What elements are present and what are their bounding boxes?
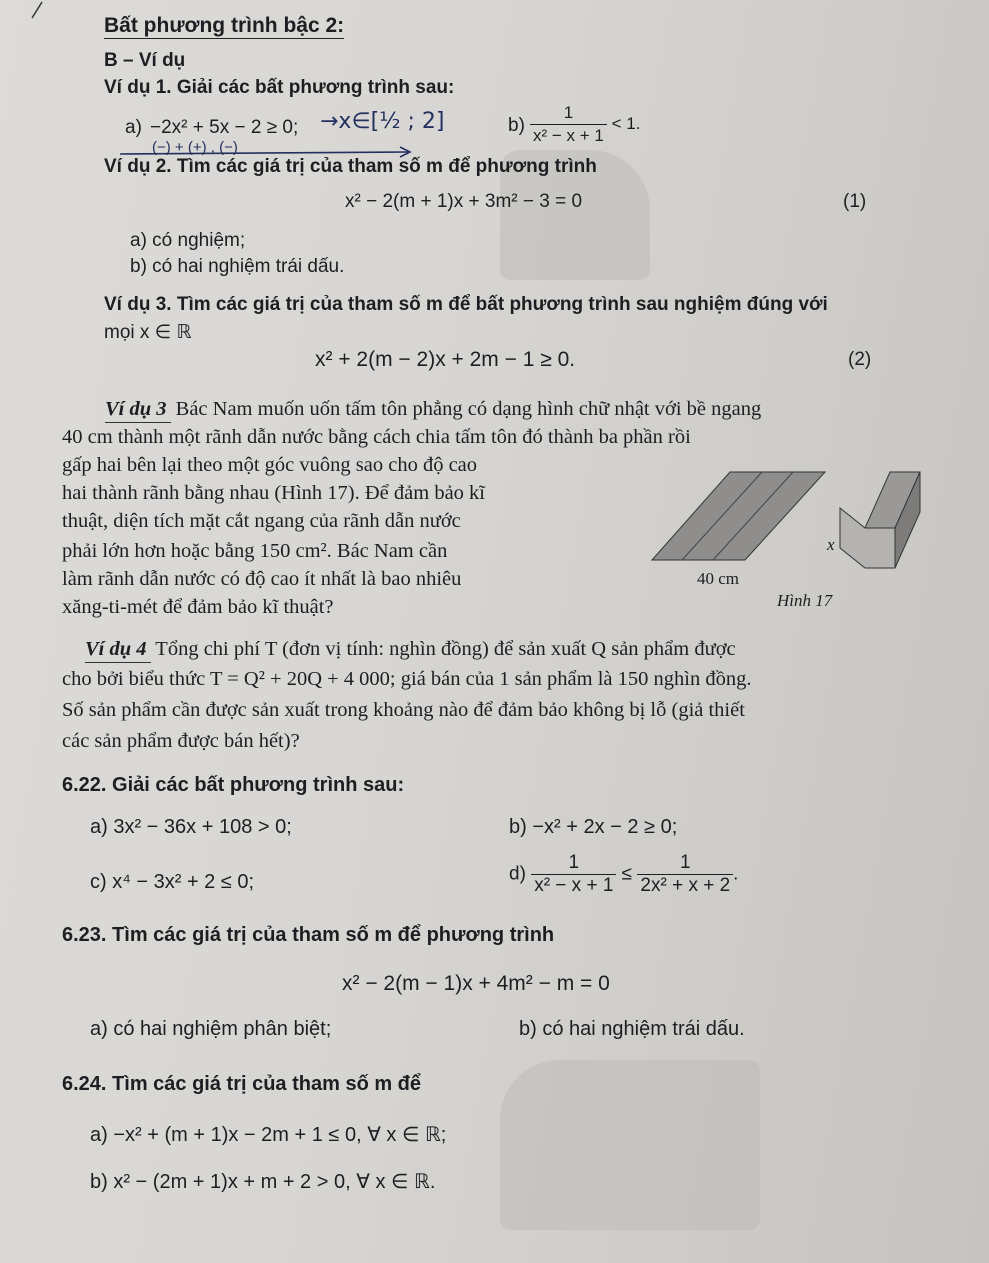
ex623-a: a) có hai nghiệm phân biệt; bbox=[90, 1018, 332, 1040]
ex623-equation: x² − 2(m − 1)x + 4m² − m = 0 bbox=[342, 972, 610, 995]
ex622-b: b) −x² + 2x − 2 ≥ 0; bbox=[509, 816, 678, 838]
vd3b-line-6: phải lớn hơn hoặc bằng 150 cm². Bác Nam cần bbox=[62, 540, 448, 562]
vd1-a-label: a) bbox=[125, 117, 142, 138]
vd3b-text: Bác Nam muốn uốn tấm tôn phẳng có dạng hình chữ nhật với bề ngang bbox=[175, 398, 762, 420]
ex622-d-fraction-left bbox=[531, 852, 616, 897]
vd1-a-expression: −2x² + 5x − 2 ≥ 0; bbox=[150, 117, 299, 138]
section-title: B – Ví dụ bbox=[104, 50, 186, 71]
vd2-equation: x² − 2(m + 1)x + 3m² − 3 = 0 bbox=[345, 191, 583, 212]
fraction-numerator: 1 bbox=[530, 102, 607, 125]
vd4-tag: Ví dụ 4 bbox=[85, 636, 151, 663]
ex622-c: c) x⁴ − 3x² + 2 ≤ 0; bbox=[90, 871, 255, 893]
figure-17-flat-sheet bbox=[650, 468, 830, 568]
vd1-b-label: b) bbox=[508, 115, 525, 136]
ex622-a: a) 3x² − 36x + 108 > 0; bbox=[90, 816, 292, 838]
ex622-title: 6.22. Giải các bất phương trình sau: bbox=[62, 774, 405, 796]
ex622-d-fraction-right bbox=[637, 852, 733, 897]
vd3b-line-1 bbox=[105, 396, 761, 423]
ex622-d-operator: ≤ bbox=[621, 863, 633, 885]
fraction-denominator: x² − x + 1 bbox=[534, 875, 614, 896]
vd2-part-b: b) có hai nghiệm trái dấu. bbox=[130, 256, 345, 277]
vd2-part-a: a) có nghiệm; bbox=[130, 230, 246, 251]
vd4-line-1 bbox=[85, 636, 736, 663]
fraction-numerator: 1 bbox=[637, 852, 733, 875]
fraction-denominator: x² − x + 1 bbox=[533, 126, 604, 145]
vd4-line-3: Số sản phẩm cần được sản xuất trong khoảng nào để đảm bảo không bị lỗ (giả thiết bbox=[62, 699, 745, 721]
ex623-b: b) có hai nghiệm trái dấu. bbox=[519, 1018, 745, 1040]
vd3b-line-2: 40 cm thành một rãnh dẫn nước bằng cách chia tấm tôn đó thành ba phần rồi bbox=[62, 426, 691, 448]
vd3-equation-number: (2) bbox=[848, 349, 872, 370]
figure-17-width-label: 40 cm bbox=[697, 569, 740, 588]
vd2-equation-number: (1) bbox=[843, 191, 867, 212]
fraction-numerator: 1 bbox=[531, 852, 616, 875]
vd3-equation: x² + 2(m − 2)x + 2m − 1 ≥ 0. bbox=[315, 348, 576, 371]
vd3b-line-4: hai thành rãnh bằng nhau (Hình 17). Để đảm bảo kĩ bbox=[62, 482, 485, 504]
ex622-d bbox=[509, 852, 738, 897]
vd3b-line-3: gấp hai bên lại theo một góc vuông sao cho độ cao bbox=[62, 454, 478, 476]
pen-stroke-decoration bbox=[30, 0, 50, 20]
vd1-title: Ví dụ 1. Giải các bất phương trình sau: bbox=[104, 77, 455, 98]
vd3b-line-7: làm rãnh dẫn nước có độ cao ít nhất là bao nhiêu bbox=[62, 568, 462, 590]
vd3b-tag: Ví dụ 3 bbox=[105, 396, 171, 423]
vd2-title: Ví dụ 2. Tìm các giá trị của tham số m để phương trình bbox=[104, 156, 597, 177]
ex623-title: 6.23. Tìm các giá trị của tham số m để phương trình bbox=[62, 924, 555, 946]
ex622-d-end: . bbox=[733, 863, 739, 885]
vd3b-line-8: xăng-ti-mét để đảm bảo kĩ thuật? bbox=[62, 596, 334, 618]
ex624-a: a) −x² + (m + 1)x − 2m + 1 ≤ 0, ∀ x ∈ ℝ; bbox=[90, 1124, 447, 1146]
vd1-b-rest: < 1. bbox=[611, 113, 641, 133]
vd3-line-1: Ví dụ 3. Tìm các giá trị của tham số m để bất phương trình sau nghiệm đúng với bbox=[104, 294, 828, 315]
vd3-line-2: mọi x ∈ ℝ bbox=[104, 322, 192, 343]
vd3b-line-5: thuật, diện tích mặt cắt ngang của rãnh dẫn nước bbox=[62, 510, 461, 532]
vd4-text: Tổng chi phí T (đơn vị tính: nghìn đồng) để sản xuất Q sản phẩm được bbox=[155, 638, 736, 660]
figure-17-x-label: x bbox=[827, 535, 835, 554]
vd1-b-fraction-wrap bbox=[530, 102, 640, 147]
ex622-d-label: d) bbox=[509, 863, 526, 885]
vd1-b-fraction bbox=[530, 102, 607, 147]
ex624-b: b) x² − (2m + 1)x + m + 2 > 0, ∀ x ∈ ℝ. bbox=[90, 1171, 436, 1193]
vd4-line-4: các sản phẩm được bán hết)? bbox=[62, 730, 300, 752]
ex624-title: 6.24. Tìm các giá trị của tham số m để bbox=[62, 1073, 422, 1095]
vd1-a-handwritten-signs: (−) + (+) , (−) bbox=[152, 139, 238, 156]
vd4-line-2: cho bởi biểu thức T = Q² + 20Q + 4 000; giá bán của 1 sản phẩm là 150 nghìn đồng. bbox=[62, 668, 752, 690]
page-title: Bất phương trình bậc 2: bbox=[104, 14, 345, 37]
watermark-shape bbox=[500, 1060, 760, 1230]
vd1-a-handwritten-note: →x∈[½ ; 2] bbox=[320, 109, 445, 134]
figure-17-caption: Hình 17 bbox=[777, 591, 833, 610]
fraction-denominator: 2x² + x + 2 bbox=[640, 875, 731, 896]
figure-17-folded-channel bbox=[835, 468, 925, 578]
